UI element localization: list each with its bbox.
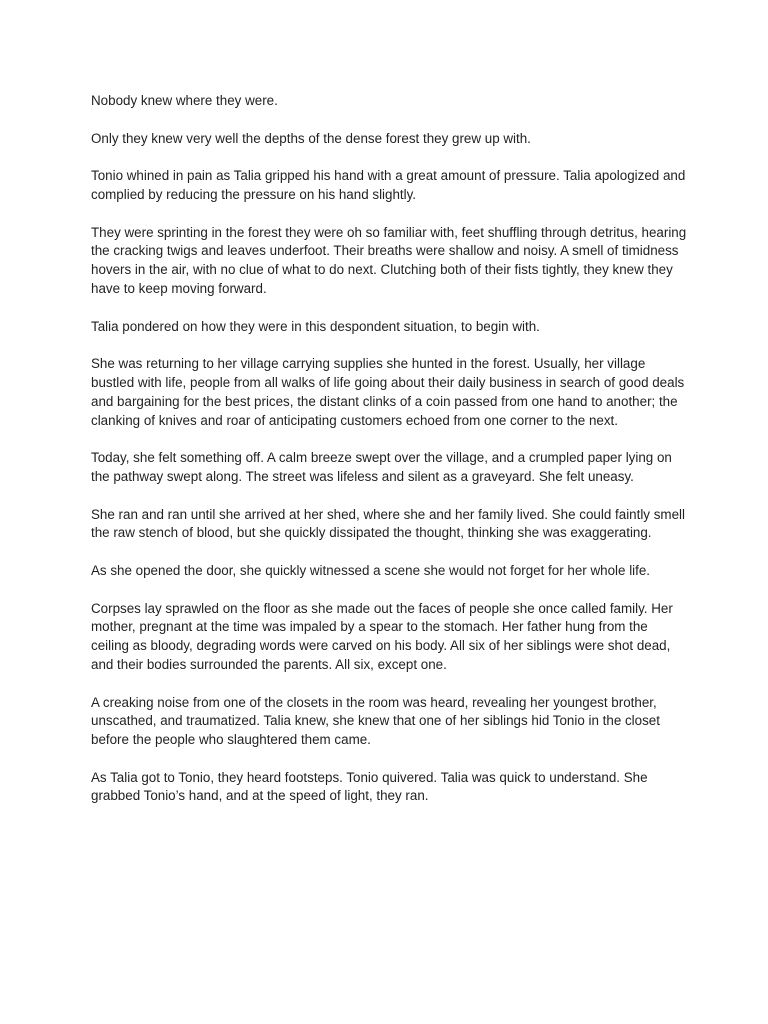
paragraph-1: Nobody knew where they were. — [91, 93, 278, 108]
paragraph-4: They were sprinting in the forest they were oh so familiar with, feet shuffling through detritus, hearing the cracking twigs and leaves underfoot. Their breaths were shallow and noisy. A smell of timidness hovers in the air, with no clue of what to do next. Clutching both of their fists tightly, they knew they have to keep moving forward. — [91, 224, 687, 296]
paragraph-12: As Talia got to Tonio, they heard footsteps. Tonio quivered. Talia was quick to understand. She grabbed Tonio’s hand, and at the speed of light, they ran. — [91, 769, 648, 804]
paragraph-10: Corpses lay sprawled on the floor as she made out the faces of people she once called family. Her mother, pregnant at the time was impaled by a spear to the stomach. Her father hung from the ceiling as bloody, degrading words were carved on his body. All six of her siblings were shot dead, and their bodies surrounded the parents. All six, except one. — [91, 600, 673, 672]
paragraph-9: As she opened the door, she quickly witnessed a scene she would not forget for her whole life. — [91, 562, 651, 578]
document-body — [91, 92, 687, 825]
paragraph-6: She was returning to her village carrying supplies she hunted in the forest. Usually, her village bustled with life, people from all walks of life going about their daily business in search of good deals and bargaining for the best prices, the distant clinks of a coin passed from one hand to another; the clanking of knives and roar of anticipating customers echoed from one corner to the next. — [91, 356, 685, 428]
paragraph-3: Tonio whined in pain as Talia gripped his hand with a great amount of pressure. Talia apologized and complied by reducing the pressure on his hand slightly. — [91, 168, 686, 202]
paragraph-5: Talia pondered on how they were in this despondent situation, to begin with. — [91, 318, 540, 334]
paragraph-7: Today, she felt something off. A calm breeze swept over the village, and a crumpled paper lying on the pathway swept along. The street was lifeless and silent as a graveyard. She felt uneasy. — [91, 450, 672, 484]
paragraph-2: Only they knew very well the depths of the dense forest they grew up with. — [91, 130, 531, 146]
paragraph-11: A creaking noise from one of the closets in the room was heard, revealing her youngest brother, unscathed, and traumatized. Talia knew, she knew that one of her siblings hid Tonio in the closet before the people who slaughtered them came. — [91, 694, 660, 748]
paragraph-8: She ran and ran until she arrived at her shed, where she and her family lived. She could faintly smell the raw stench of blood, but she quickly dissipated the thought, thinking she was exaggerating. — [91, 506, 685, 541]
